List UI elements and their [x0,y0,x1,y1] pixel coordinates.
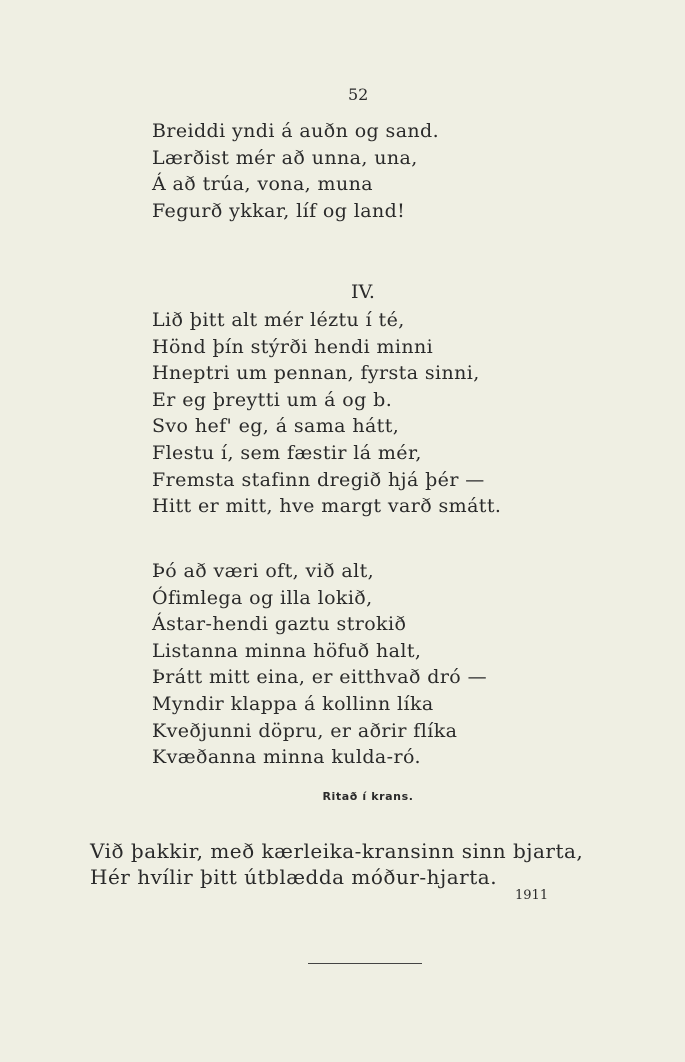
verse-line: Svo hef' eg, á sama hátt, [152,415,400,438]
verse-line: Fegurð ykkar, líf og land! [152,199,406,222]
verse-line: Ófimlega og illa lokið, [152,586,373,609]
stanza-1 [152,118,439,224]
stanza-2 [152,307,501,520]
verse-line: Kveðjunni döpru, er aðrir flíka [152,719,458,742]
verse-line: Flestu í, sem fæstir lá mér, [152,441,422,464]
verse-line: Lærðist mér að unna, una, [152,146,418,169]
poem-title: Ritað í krans. [322,790,414,803]
verse-line: Breiddi yndi á auðn og sand. [152,120,440,142]
verse-line: Hneptri um pennan, fyrsta sinni, [152,362,480,385]
poem-year: 1911 [515,888,549,903]
section-numeral: IV. [351,281,375,303]
page-number: 52 [348,85,369,104]
verse-line: Við þakkir, með kærleika-kransinn sinn bjarta, [90,839,584,863]
verse-line: Lið þitt alt mér léztu í té, [152,309,405,331]
verse-line: Kvæðanna minna kulda-ró. [152,746,421,769]
verse-line: Myndir klappa á kollinn líka [152,692,434,715]
verse-line: Hitt er mitt, hve margt varð smátt. [152,495,502,518]
verse-line: Er eg þreytti um á og b. [152,388,393,411]
verse-line: Þrátt mitt eina, er eitthvað dró — [152,666,487,689]
verse-line: Á að trúa, vona, muna [152,173,373,196]
verse-line: Fremsta stafinn dregið hjá þér — [152,468,485,491]
verse-line: Hér hvílir þitt útblædda móður-hjarta. [90,865,498,889]
verse-line: Þó að væri oft, við alt, [152,560,375,582]
verse-line: Ástar-hendi gaztu strokið [152,613,407,636]
verse-line: Hönd þín stýrði hendi minni [152,335,434,358]
verse-line: Listanna minna höfuð halt, [152,639,422,662]
stanza-3 [152,558,487,771]
couplet [90,838,583,890]
divider-rule [308,963,422,964]
